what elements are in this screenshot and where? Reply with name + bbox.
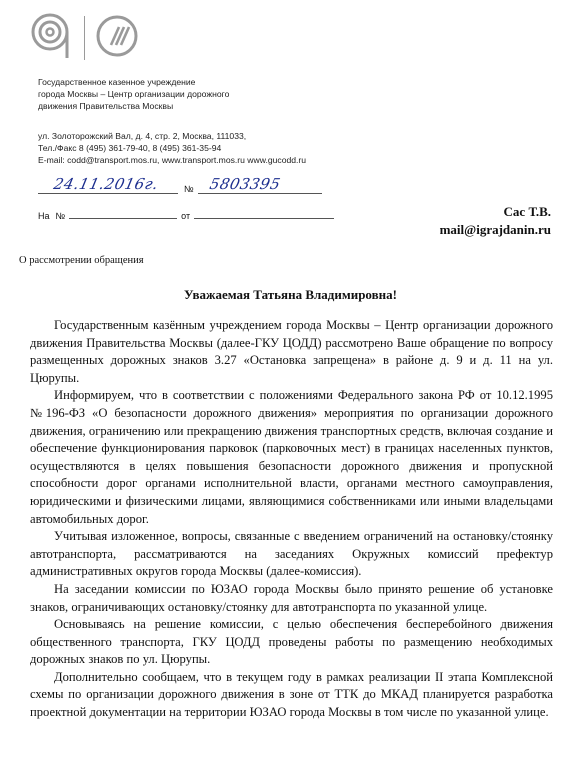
body-paragraph: Дополнительно сообщаем, что в текущем году в рамках реализации II этапа Комплексной схемы по организации дорожного движения в зоне от ТТК до МКАД планируется разработка проектной документации на территории ЮЗАО города Москвы в том числе по указанной улице.: [30, 669, 553, 720]
recipient-block: [440, 203, 551, 239]
transport-logo-icon: [95, 12, 139, 65]
organization-contacts: [38, 130, 358, 166]
email-line: E-mail: codd@transport.mos.ru, www.transport.mos.ru www.gucodd.ru: [38, 155, 307, 165]
phone-line: Тел./Факс 8 (495) 361-79-40, 8 (495) 361-35-94: [38, 143, 222, 153]
ref-number-line: [69, 218, 177, 219]
date-underline: [38, 193, 178, 194]
ref-no-label: №: [55, 211, 66, 221]
body-paragraph: Информируем, что в соответствии с положениями Федерального закона РФ от 10.12.1995 №196-ФЗ «О безопасности дорожного движения» мероприятия по организации дорожного движения, ограничению или прекращению движения транспортных средств, включая создание и обеспечение функционирования парковок (парковочных мест) в границах населенных пунктов, осуществляются в целях повышения безопасности дорожного движения и пропускной способности дорог органами исполнительной власти, органами местного самоуправления, юридическими и физическими лицами, являющимися собственниками или иными владельцами автомобильных дорог.: [30, 388, 553, 526]
organization-name: [38, 76, 338, 112]
letter-subject: О рассмотрении обращения: [19, 255, 144, 266]
body-paragraph: Государственным казённым учреждением города Москвы – Центр организации дорожного движения Правительства Москвы (далее-ГКУ ЦОДД) рассмотрено Ваше обращение по вопросу размещенных дорожных знаков 3.27 «Остановка запрещена» в районе д. 9 и д. 11 на ул. Цюрупы.: [30, 318, 553, 385]
reference-row: [38, 211, 338, 221]
body-paragraph: На заседании комиссии по ЮЗАО города Москвы было принято решение об установке знаков, ограничивающих остановку/стоянку для автотранспорта по указанной улице.: [30, 581, 553, 614]
logos: [28, 14, 139, 62]
handwritten-number: 5803395: [208, 175, 283, 193]
codd-logo-icon: [28, 12, 72, 65]
recipient-email: mail@igrajdanin.ru: [439, 222, 551, 237]
ref-label: На: [38, 211, 50, 221]
org-line: города Москвы – Центр организации дорожного: [38, 89, 230, 99]
salutation: Уважаемая Татьяна Владимировна!: [184, 287, 397, 302]
number-label: №: [184, 184, 194, 194]
body-paragraph: Учитывая изложенное, вопросы, связанные с введением ограничений на остановку/стоянку автотранспорта, рассматриваются на заседаниях Окружных комиссий префектур административных округов города Москвы (далее-комиссия).: [30, 529, 553, 579]
org-line: движения Правительства Москвы: [38, 101, 174, 111]
logo-divider: [84, 16, 85, 60]
handwritten-date: 24.11.2016г.: [52, 175, 161, 193]
letter-body: [30, 317, 553, 722]
address-line: ул. Золоторожский Вал, д. 4, стр. 2, Москва, 111033,: [38, 131, 247, 141]
ref-from-label: от: [181, 211, 191, 221]
number-underline: [198, 193, 322, 194]
org-line: Государственное казенное учреждение: [38, 77, 196, 87]
ref-date-line: [194, 218, 334, 219]
body-paragraph: Основываясь на решение комиссии, с целью обеспечения бесперебойного движения общественного транспорта, ГКУ ЦОДД проведены работы по размещению необходимых дорожных знаков по ул. Цюрупы.: [30, 617, 553, 667]
recipient-name: Сас Т.В.: [503, 204, 551, 219]
